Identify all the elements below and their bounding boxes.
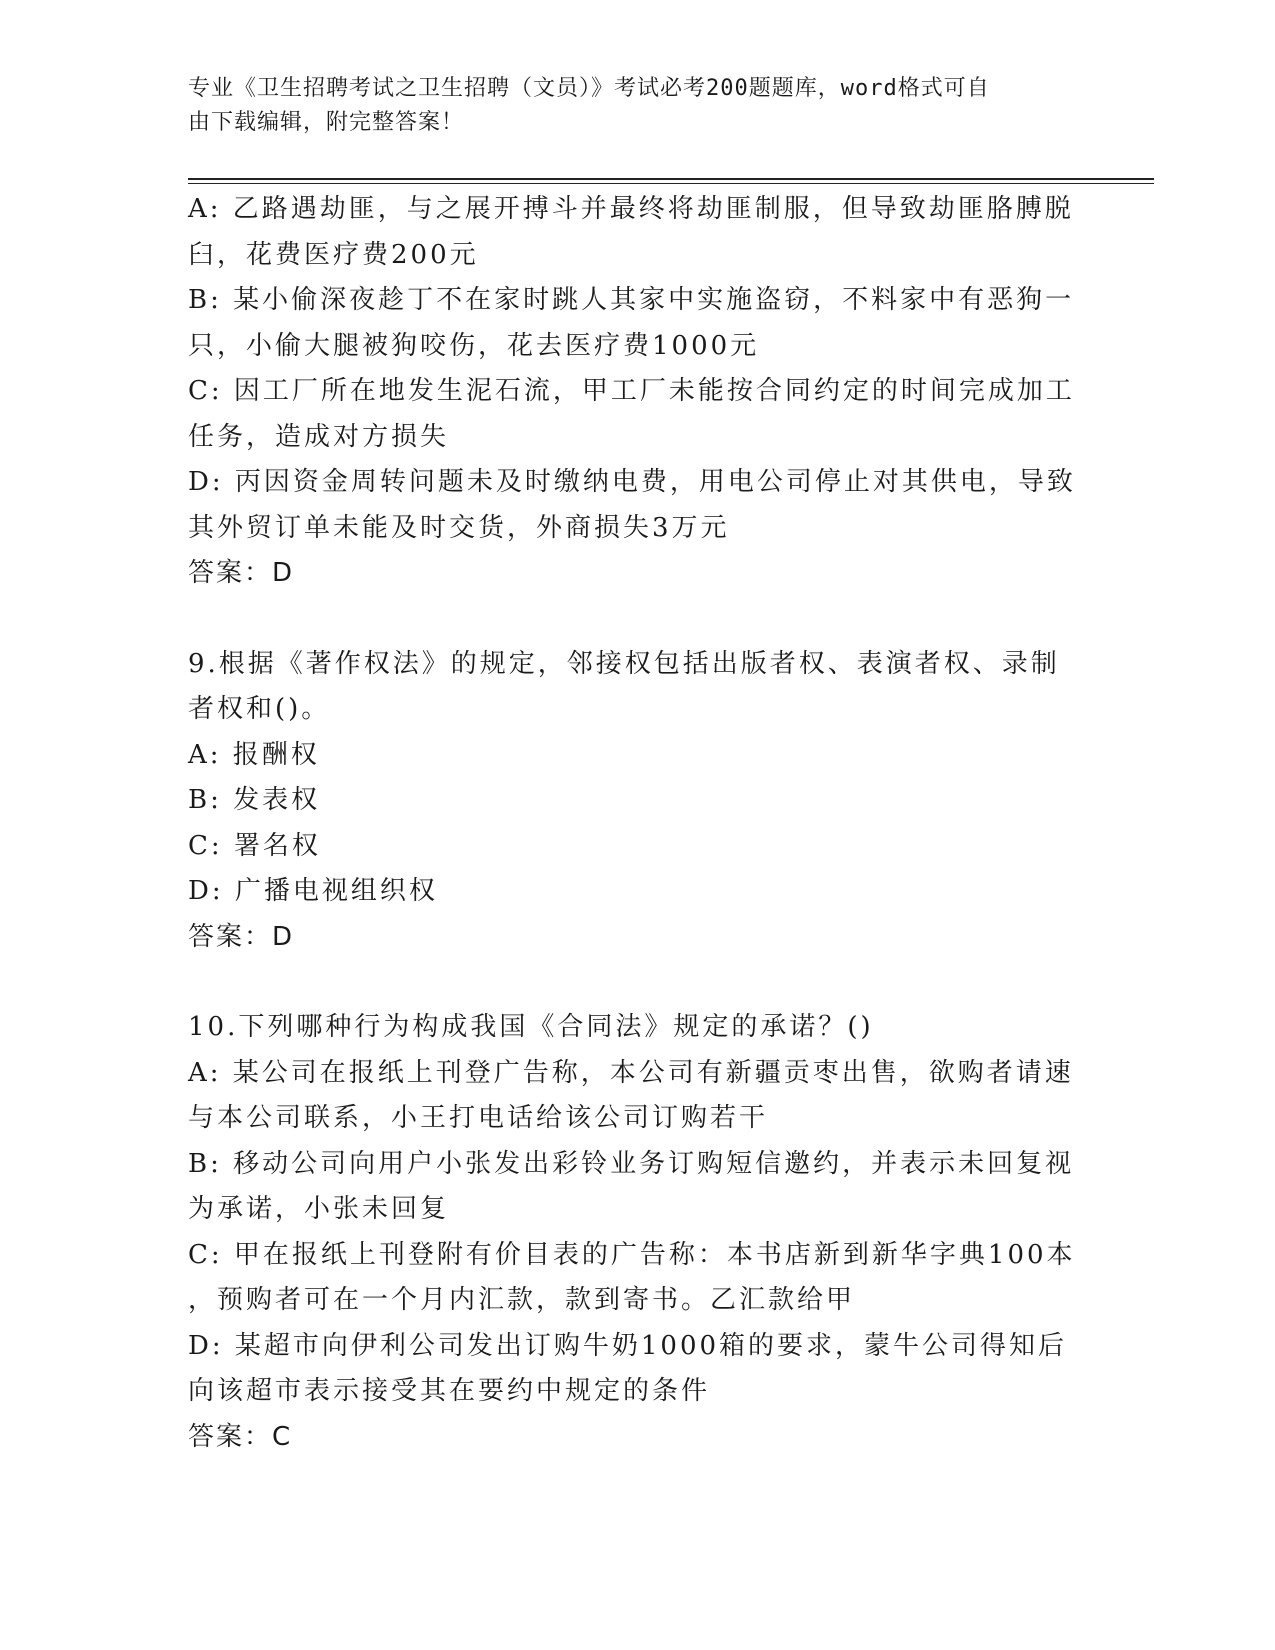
q8-option-d-line1: D: 丙因资金周转问题未及时缴纳电费，用电公司停止对其供电，导致 [188,467,1076,497]
q9-stem-line2: 者权和()。 [188,694,331,724]
header-divider-thin [188,183,1154,184]
q10-option-a-line1: A: 某公司在报纸上刊登广告称，本公司有新疆贡枣出售，欲购者请速 [188,1057,1074,1088]
q10-answer: 答案：C [188,1421,293,1452]
q9-option-c: C: 署名权 [188,830,321,861]
q8-option-d-line2: 其外贸订单未能及时交货，外商损失3万元 [188,512,730,543]
question-8-block [188,187,1088,597]
header-line-2: 由下载编辑，附完整答案！ [188,110,465,135]
header-divider-thick [188,178,1154,180]
q10-option-d-line1: D: 某超市向伊利公司发出订购牛奶1000箱的要求，蒙牛公司得知后 [188,1330,1068,1361]
spacer [188,960,1088,1005]
document-header [188,72,1068,140]
q10-option-c-line1: C: 甲在报纸上刊登附有价目表的广告称：本书店新到新华字典100本 [188,1239,1076,1270]
q10-option-d-line2: 向该超市表示接受其在要约中规定的条件 [188,1376,711,1406]
q8-answer: 答案：D [188,558,295,588]
q8-option-b-line1: B: 某小偷深夜趁丁不在家时跳人其家中实施盗窃，不料家中有恶狗一 [188,285,1075,315]
q9-answer: 答案：D [188,921,295,952]
question-10-block [188,1005,1088,1460]
q8-option-a-line2: 臼，花费医疗费200元 [188,239,479,270]
q10-option-a-line2: 与本公司联系，小王打电话给该公司订购若干 [188,1103,769,1133]
question-9-block [188,642,1088,961]
q10-option-c-line2: ，预购者可在一个月内汇款，款到寄书。乙汇款给甲 [188,1285,856,1315]
q10-stem: 10.下列哪种行为构成我国《合同法》规定的承诺？() [188,1012,874,1042]
q9-stem-line1: 9.根据《著作权法》的规定，邻接权包括出版者权、表演者权、录制 [188,648,1060,679]
q8-option-a-line1: A: 乙路遇劫匪，与之展开搏斗并最终将劫匪制服，但导致劫匪胳膊脱 [188,194,1074,224]
question-content [188,187,1088,1460]
q9-option-d: D: 广播电视组织权 [188,876,438,906]
q9-option-b: B: 发表权 [188,785,321,815]
q10-option-b-line1: B: 移动公司向用户小张发出彩铃业务订购短信邀约，并表示未回复视 [188,1148,1075,1179]
q8-option-c-line2: 任务，造成对方损失 [188,421,450,452]
q9-option-a: A: 报酬权 [188,739,320,770]
spacer [188,597,1088,642]
q8-option-b-line2: 只，小偷大腿被狗咬伤，花去医疗费1000元 [188,330,760,361]
header-line-1: 专业《卫生招聘考试之卫生招聘（文员）》考试必考200题题库，word格式可自 [188,76,990,101]
q10-option-b-line2: 为承诺，小张未回复 [188,1194,450,1224]
q8-option-c-line1: C: 因工厂所在地发生泥石流，甲工厂未能按合同约定的时间完成加工 [188,376,1075,406]
